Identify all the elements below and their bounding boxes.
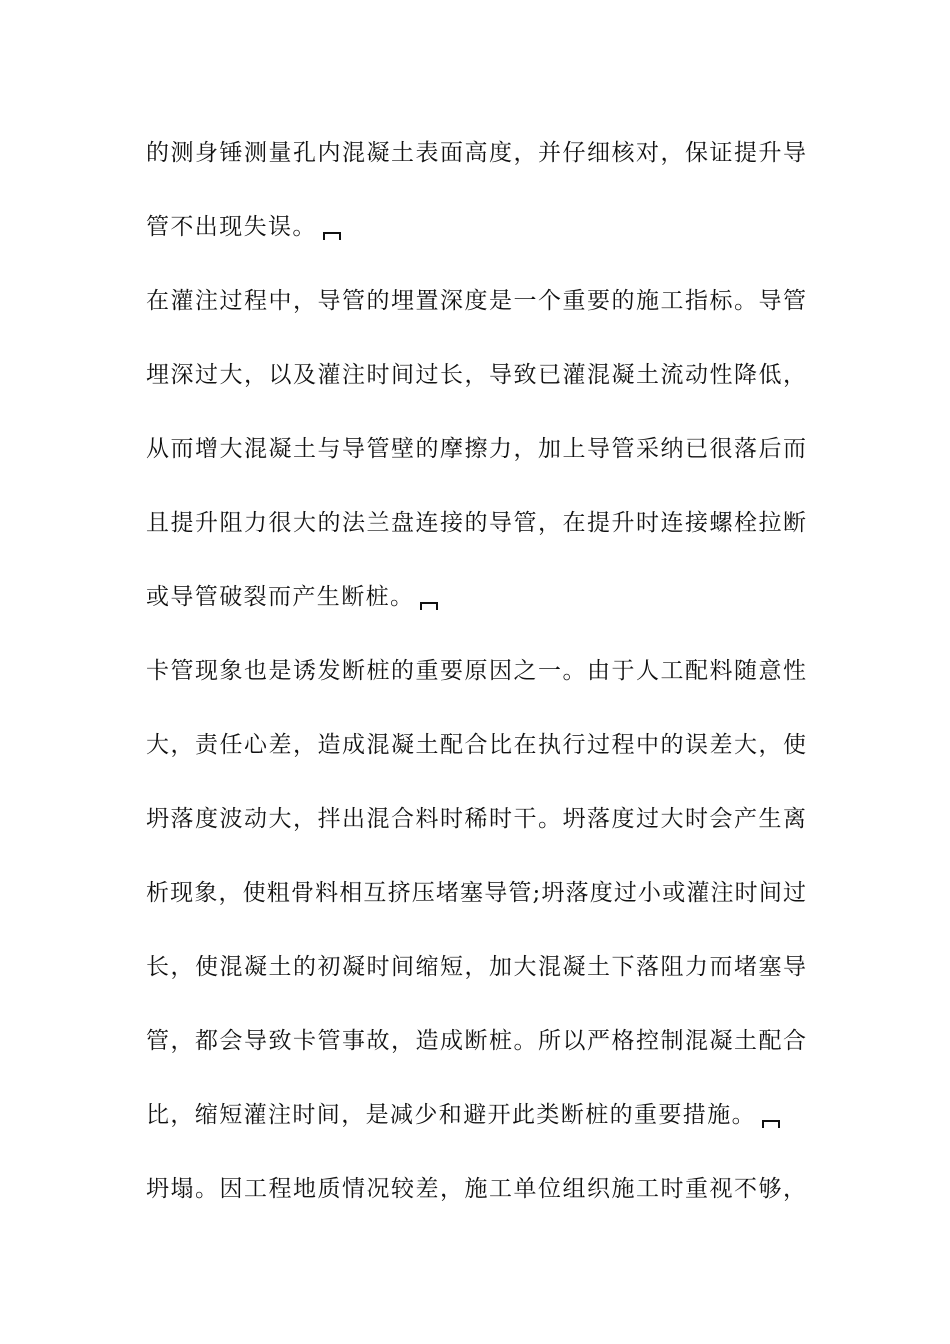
paragraph-mark-icon xyxy=(420,602,438,610)
text-line-14 xyxy=(146,1095,806,1135)
paragraph-mark-icon xyxy=(323,232,341,240)
text-line-5: 从而增大混凝土与导管壁的摩擦力，加上导管采纳已很落后而 xyxy=(146,436,806,462)
text-line-8: 卡管现象也是诱发断桩的重要原因之一。由于人工配料随意性 xyxy=(146,658,806,684)
text-line-6: 且提升阻力很大的法兰盘连接的导管，在提升时连接螺栓拉断 xyxy=(146,510,806,536)
text-line-10: 坍落度波动大，拌出混合料时稀时干。坍落度过大时会产生离 xyxy=(146,806,806,832)
text-line-7-content: 或导管破裂而产生断桩。 xyxy=(146,584,415,610)
text-line-12: 长，使混凝土的初凝时间缩短，加大混凝土下落阻力而堵塞导 xyxy=(146,954,806,980)
text-line-1: 的测身锤测量孔内混凝土表面高度，并仔细核对，保证提升导 xyxy=(146,140,806,166)
text-line-15: 坍塌。因工程地质情况较差，施工单位组织施工时重视不够， xyxy=(146,1176,806,1202)
text-line-3: 在灌注过程中，导管的埋置深度是一个重要的施工指标。导管 xyxy=(146,288,806,314)
text-line-14-content: 比，缩短灌注时间，是减少和避开此类断桩的重要措施。 xyxy=(146,1102,756,1128)
text-line-2 xyxy=(146,207,806,247)
text-line-2-content: 管不出现失误。 xyxy=(146,214,317,240)
text-line-7 xyxy=(146,577,806,617)
paragraph-mark-icon xyxy=(762,1120,780,1128)
text-line-13: 管，都会导致卡管事故，造成断桩。所以严格控制混凝土配合 xyxy=(146,1028,806,1054)
text-line-4: 埋深过大，以及灌注时间过长，导致已灌混凝土流动性降低， xyxy=(146,362,806,388)
text-line-9: 大，责任心差，造成混凝土配合比在执行过程中的误差大，使 xyxy=(146,732,806,758)
text-line-11: 析现象，使粗骨料相互挤压堵塞导管;坍落度过小或灌注时间过 xyxy=(146,880,806,906)
